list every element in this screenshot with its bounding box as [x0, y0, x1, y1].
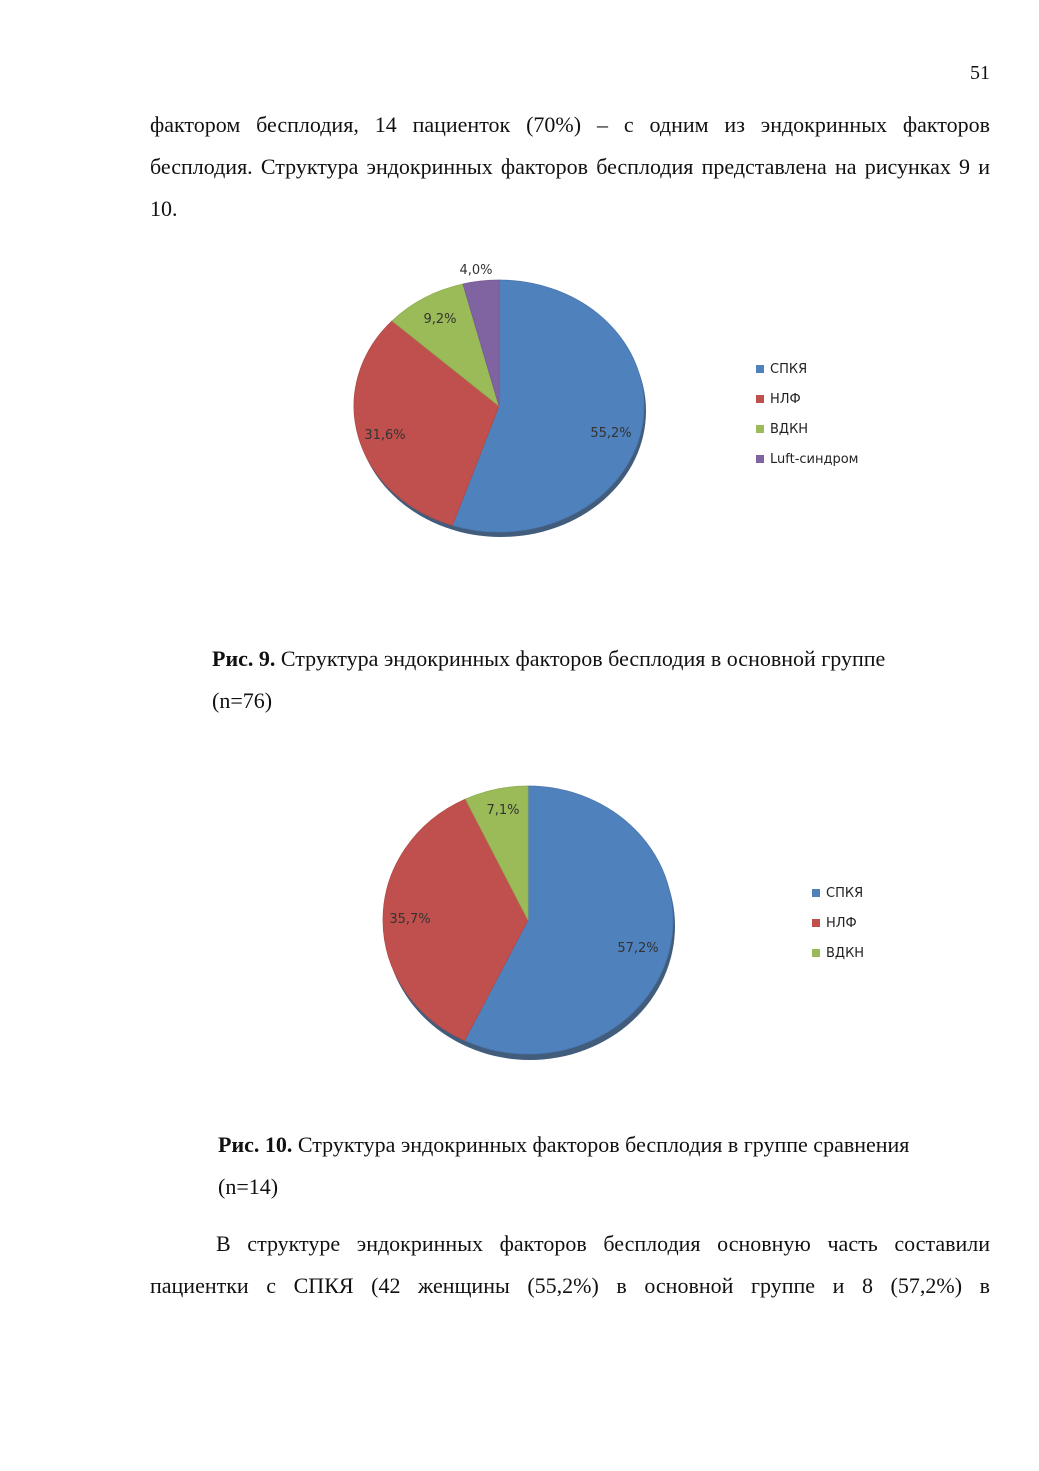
pie-chart-10-svg [360, 770, 880, 1080]
fig9-data-label: 31,6% [364, 428, 406, 443]
fig9-data-label: 55,2% [590, 426, 632, 441]
fig9-legend-swatch [756, 395, 764, 403]
fig10-legend-swatch [812, 949, 820, 957]
fig9-legend-label: ВДКН [770, 422, 809, 437]
page-number: 51 [970, 62, 990, 84]
fig9-legend-swatch [756, 365, 764, 373]
fig9-legend-label: НЛФ [770, 392, 801, 407]
figure-9-pie-chart [330, 255, 890, 565]
pie-chart-9-svg [330, 255, 890, 565]
figure-10-caption [218, 1124, 918, 1208]
body-paragraph-1: фактором бесплодия, 14 пациенток (70%) – с одним из эндокринных факторов бесплодия. Структура эндокринных факторов бесплодия представлена на рисунках 9 и 10. [150, 112, 990, 221]
fig10-data-label: 35,7% [389, 912, 431, 927]
fig9-data-label: 9,2% [423, 312, 457, 327]
fig9-legend-label: Luft-синдром [770, 452, 859, 467]
fig10-data-label: 7,1% [486, 803, 520, 818]
fig9-data-label: 4,0% [459, 263, 493, 278]
figure-10-pie-chart [360, 770, 880, 1080]
fig10-legend-swatch [812, 889, 820, 897]
fig10-legend-label: СПКЯ [826, 886, 864, 901]
fig10-legend-swatch [812, 919, 820, 927]
fig10-data-label: 57,2% [617, 941, 659, 956]
fig10-legend-label: НЛФ [826, 916, 857, 931]
figure-9-caption-text: Структура эндокринных факторов бесплодия в основной группе (n=76) [212, 646, 886, 713]
fig9-legend-swatch [756, 425, 764, 433]
figure-10-caption-label: Рис. 10. [218, 1132, 293, 1157]
figure-10-caption-text: Структура эндокринных факторов бесплодия в группе сравнения (n=14) [218, 1132, 910, 1199]
figure-9-caption [212, 638, 912, 722]
figure-9-caption-label: Рис. 9. [212, 646, 276, 671]
fig10-legend-label: ВДКН [826, 946, 865, 961]
fig9-legend-label: СПКЯ [770, 362, 808, 377]
fig9-legend-swatch [756, 455, 764, 463]
body-paragraph-2: В структуре эндокринных факторов бесплодия основную часть составили пациентки с СПКЯ (42 женщины (55,2%) в основной группе и 8 (57,2%) в [150, 1231, 990, 1298]
